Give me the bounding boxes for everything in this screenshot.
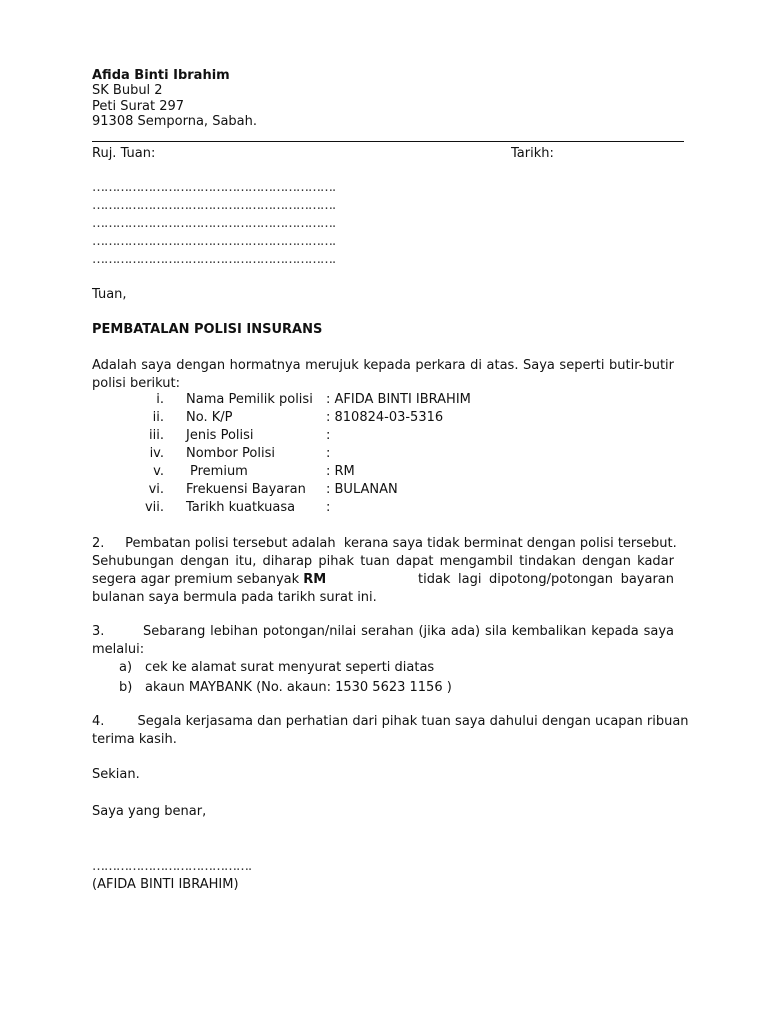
premium-amount-label: RM [303,572,327,587]
recipient-line: ……………………………………………………. [92,198,336,213]
detail-number: vii. [144,500,164,515]
sender-address-line: SK Bubul 2 [92,83,163,98]
detail-value: : [326,428,331,443]
intro-line: Adalah saya dengan hormatnya merujuk kepada perkara di atas. Saya seperti butir-butir [92,358,674,373]
detail-label: Nama Pemilik polisi [186,392,313,407]
detail-number: iii. [149,428,164,443]
paragraph-3-line: 3. Sebarang lebihan potongan/nilai serahan (jika ada) sila kembalikan kepada saya [92,624,674,639]
detail-number: vi. [148,482,164,497]
detail-label: Tarikh kuatkuasa [186,500,296,515]
paragraph-2-line: Sehubungan dengan itu, diharap pihak tuan dapat mengambil tindakan dengan kadar [92,554,674,569]
signature-line: …………………………………. [92,859,252,874]
salutation: Tuan, [92,287,127,302]
detail-value: : BULANAN [326,482,398,497]
detail-label: Jenis Polisi [186,428,254,443]
paragraph-2-text: tidak lagi dipotong/potongan bayaran [418,572,674,587]
paragraph-4-line: terima kasih. [92,732,177,747]
detail-value: : [326,446,331,461]
paragraph-2-line: 2. Pembatan polisi tersebut adalah kerana saya tidak berminat dengan polisi tersebut. [92,536,677,551]
paragraph-2-text: segera agar premium sebanyak [92,572,304,587]
signoff: Saya yang benar, [92,804,207,819]
intro-line: polisi berikut: [92,376,180,391]
option-label: b) [119,680,133,695]
signatory-name: (AFIDA BINTI IBRAHIM) [92,877,239,892]
detail-label: Frekuensi Bayaran [186,482,306,497]
recipient-line: ……………………………………………………. [92,180,336,195]
sender-address-line: Peti Surat 297 [92,99,185,114]
detail-value: : [326,500,331,515]
subject-heading: PEMBATALAN POLISI INSURANS [92,322,323,337]
detail-number: i. [156,392,164,407]
closing: Sekian. [92,767,140,782]
reference-label: Ruj. Tuan: [92,146,156,161]
sender-name: Afida Binti Ibrahim [92,68,230,83]
option-text: cek ke alamat surat menyurat seperti diatas [145,660,435,675]
recipient-line: ……………………………………………………. [92,252,336,267]
detail-number: v. [153,464,164,479]
option-label: a) [119,660,133,675]
detail-number: ii. [152,410,164,425]
paragraph-4-line: 4. Segala kerjasama dan perhatian dari pihak tuan saya dahului dengan ucapan ribuan [92,714,689,729]
detail-label: Nombor Polisi [186,446,275,461]
recipient-line: ……………………………………………………. [92,234,336,249]
detail-value: : AFIDA BINTI IBRAHIM [326,392,471,407]
date-label: Tarikh: [511,146,554,161]
detail-value: : RM [326,464,355,479]
paragraph-2-line [92,571,326,589]
detail-label: Premium [190,464,248,479]
detail-value: : 810824-03-5316 [326,410,444,425]
option-text: akaun MAYBANK (No. akaun: 1530 5623 1156 ) [145,680,452,695]
sender-address-line: 91308 Semporna, Sabah. [92,114,258,129]
header-divider [92,141,684,142]
paragraph-3-line: melalui: [92,642,145,657]
paragraph-2-line: bulanan saya bermula pada tarikh surat ini. [92,590,377,605]
detail-number: iv. [149,446,164,461]
detail-label: No. K/P [186,410,233,425]
recipient-line: ……………………………………………………. [92,216,336,231]
